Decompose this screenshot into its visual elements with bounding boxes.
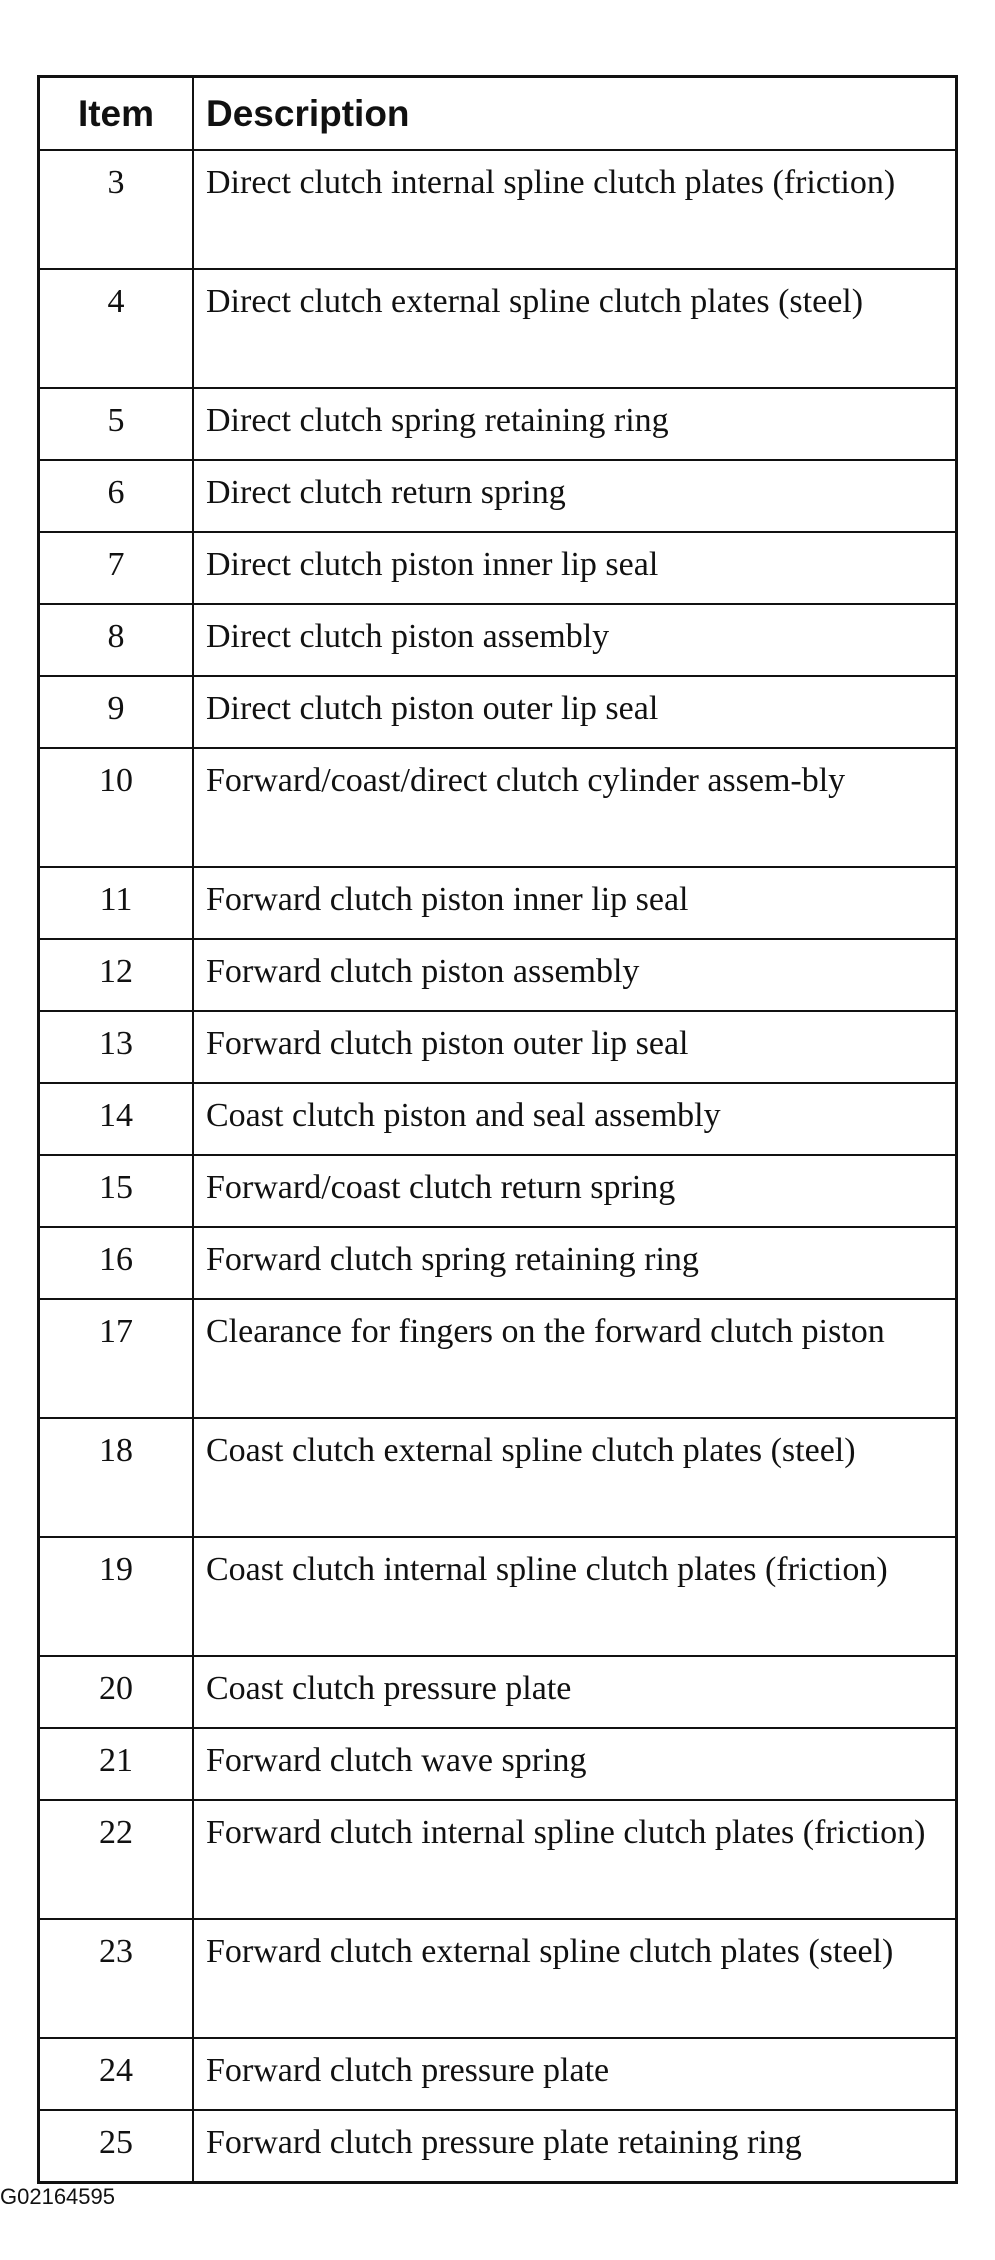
item-description: Forward clutch piston assembly bbox=[193, 939, 957, 1011]
item-description: Direct clutch piston outer lip seal bbox=[193, 676, 957, 748]
table-row bbox=[39, 1728, 957, 1800]
table-row bbox=[39, 939, 957, 1011]
table-row bbox=[39, 1299, 957, 1418]
table-row bbox=[39, 532, 957, 604]
table-row bbox=[39, 1418, 957, 1537]
table-row bbox=[39, 1537, 957, 1656]
header-item: Item bbox=[39, 77, 194, 151]
item-number: 3 bbox=[39, 150, 194, 269]
item-number: 9 bbox=[39, 676, 194, 748]
item-number: 10 bbox=[39, 748, 194, 867]
table-row bbox=[39, 1919, 957, 2038]
item-description: Coast clutch external spline clutch plates (steel) bbox=[193, 1418, 957, 1537]
table-row bbox=[39, 150, 957, 269]
item-description: Direct clutch external spline clutch plates (steel) bbox=[193, 269, 957, 388]
table-row bbox=[39, 604, 957, 676]
item-number: 6 bbox=[39, 460, 194, 532]
item-number: 14 bbox=[39, 1083, 194, 1155]
table-row bbox=[39, 460, 957, 532]
item-description: Forward clutch piston outer lip seal bbox=[193, 1011, 957, 1083]
table-row bbox=[39, 748, 957, 867]
item-description: Forward clutch pressure plate retaining ring bbox=[193, 2110, 957, 2183]
table-row bbox=[39, 1656, 957, 1728]
table-row bbox=[39, 2038, 957, 2110]
item-number: 5 bbox=[39, 388, 194, 460]
item-description: Direct clutch piston assembly bbox=[193, 604, 957, 676]
item-description: Clearance for fingers on the forward clutch piston bbox=[193, 1299, 957, 1418]
item-number: 22 bbox=[39, 1800, 194, 1919]
table-row bbox=[39, 388, 957, 460]
item-description: Coast clutch internal spline clutch plates (friction) bbox=[193, 1537, 957, 1656]
item-number: 24 bbox=[39, 2038, 194, 2110]
item-number: 25 bbox=[39, 2110, 194, 2183]
table-row bbox=[39, 1155, 957, 1227]
table-row bbox=[39, 1800, 957, 1919]
item-number: 8 bbox=[39, 604, 194, 676]
item-description: Coast clutch pressure plate bbox=[193, 1656, 957, 1728]
header-row bbox=[39, 77, 957, 151]
table-row bbox=[39, 1227, 957, 1299]
item-number: 13 bbox=[39, 1011, 194, 1083]
item-number: 17 bbox=[39, 1299, 194, 1418]
item-description: Forward clutch spring retaining ring bbox=[193, 1227, 957, 1299]
table-row bbox=[39, 2110, 957, 2183]
item-description: Direct clutch return spring bbox=[193, 460, 957, 532]
item-number: 19 bbox=[39, 1537, 194, 1656]
header-description: Description bbox=[193, 77, 957, 151]
item-description: Forward clutch piston inner lip seal bbox=[193, 867, 957, 939]
item-number: 15 bbox=[39, 1155, 194, 1227]
item-number: 18 bbox=[39, 1418, 194, 1537]
item-description: Forward clutch wave spring bbox=[193, 1728, 957, 1800]
table-row bbox=[39, 1011, 957, 1083]
item-number: 4 bbox=[39, 269, 194, 388]
item-description: Direct clutch internal spline clutch plates (friction) bbox=[193, 150, 957, 269]
item-number: 23 bbox=[39, 1919, 194, 2038]
item-number: 20 bbox=[39, 1656, 194, 1728]
item-description: Forward/coast/direct clutch cylinder assem-bly bbox=[193, 748, 957, 867]
item-description: Forward clutch external spline clutch plates (steel) bbox=[193, 1919, 957, 2038]
table-row bbox=[39, 1083, 957, 1155]
parts-table bbox=[37, 75, 958, 2184]
item-number: 12 bbox=[39, 939, 194, 1011]
item-description: Coast clutch piston and seal assembly bbox=[193, 1083, 957, 1155]
item-description: Forward clutch pressure plate bbox=[193, 2038, 957, 2110]
item-description: Forward clutch internal spline clutch plates (friction) bbox=[193, 1800, 957, 1919]
item-description: Direct clutch spring retaining ring bbox=[193, 388, 957, 460]
table-row bbox=[39, 867, 957, 939]
item-description: Direct clutch piston inner lip seal bbox=[193, 532, 957, 604]
table-row bbox=[39, 269, 957, 388]
item-number: 16 bbox=[39, 1227, 194, 1299]
figure-code: G02164595 bbox=[0, 2184, 115, 2209]
item-number: 11 bbox=[39, 867, 194, 939]
item-number: 7 bbox=[39, 532, 194, 604]
item-description: Forward/coast clutch return spring bbox=[193, 1155, 957, 1227]
item-number: 21 bbox=[39, 1728, 194, 1800]
table-row bbox=[39, 676, 957, 748]
